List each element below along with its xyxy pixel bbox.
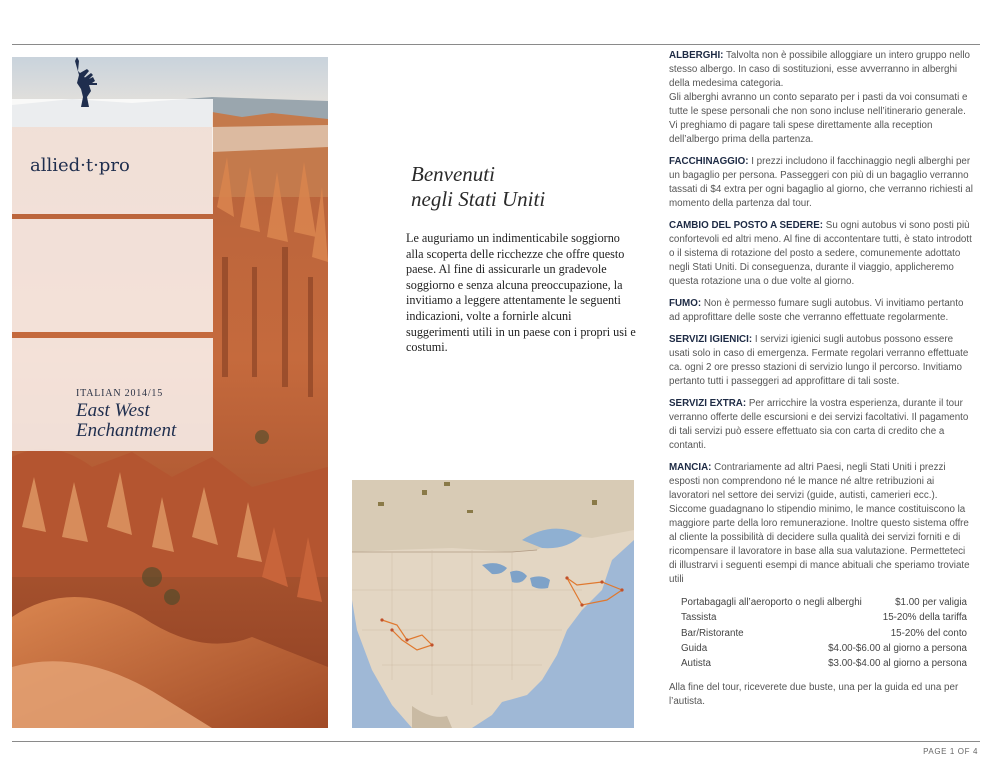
text-servizi-extra: Per arricchire la vostra esperienza, durante il tour verranno offerte delle escursioni e dei servizi facoltativi. Il pagamento di tali servizi può essere effettuato sia con carta di credito che a contanti. [669,398,969,451]
heading-cambio: CAMBIO DEL POSTO A SEDERE: [669,220,824,231]
overlay-box [12,219,213,332]
tip-value: 15-20% del conto [890,627,967,639]
tip-row [681,595,967,610]
bottom-rule [12,741,980,742]
section-servizi-igienici [669,333,973,389]
tip-label: Tassista [681,612,717,624]
route-map [352,480,634,728]
closing-note: Alla fine del tour, riceverete due buste, una per la guida ed una per l’autista. [669,682,959,708]
section-alberghi [669,49,973,147]
tip-row [681,626,967,641]
text-mancia: Contrariamente ad altri Paesi, negli Stati Uniti i prezzi esposti non comprendono né le mance né altre retribuzioni ai lavoratori nel settore dei servizi (guide, autisti, camerieri ecc.). Siccome guadagnano lo stipendio minimo, le mance costituiscono la maggiore parte della loro remunerazione. Inoltre questo sistema offre al cliente la possibilità di decidere sulla qualità dei servizi forniti e di ricompensare il lavoratore in base alla sua valutazione. Permetteteci di illustrarvi i seguenti esempi di mance abituali che speriamo troviate utili [669,462,970,585]
heading-servizi-igienici: SERVIZI IGIENICI: [669,334,753,345]
top-rule [12,44,980,45]
statue-of-liberty-icon [12,57,162,117]
welcome-title-line1: Benvenuti [411,162,495,186]
tip-value: $1.00 per valigia [895,597,967,608]
cover-panel [12,57,328,728]
section-facchinaggio [669,155,973,211]
tip-row [681,656,967,671]
tips-table [681,595,967,671]
tip-label: Portabagagli all’aeroporto o negli alberghi [681,597,862,608]
text-cambio: Su ogni autobus vi sono posti più confortevoli ed altri meno. Al fine di accontentare tutti, è stato introdott o il sistema di rotazione del posto a sedere, comunemente adottato negli Stati Uniti. Di conseguenza, durante il viaggio, applicheremo questa rotazione una o due volte al giorno. [669,220,972,287]
heading-alberghi: ALBERGHI: [669,50,724,61]
text-alberghi-2: Gli alberghi avranno un conto separato per i pasti da voi consumati e tutte le spese personali che non sono incluse nell’itinerario generale. Vi preghiamo di pagare tali spese direttamente alla reception dell’albergo prima della partenza. [669,92,968,145]
welcome-title-line2: negli Stati Uniti [411,187,546,211]
edition-label: ITALIAN 2014/15 [76,388,164,399]
tip-label: Guida [681,642,708,654]
tip-label: Bar/Ristorante [681,627,744,639]
travel-info-column [669,49,973,709]
welcome-title [411,162,641,212]
tip-label: Autista [681,658,711,670]
text-alberghi: Talvolta non è possibile alloggiare un intero gruppo nello stesso albergo. In caso di sostituzioni, esse avverranno in alberghi della medesima categoria. [669,50,970,89]
text-servizi-igienici: I servizi igienici sugli autobus possono essere usati solo in caso di emergenza. Fermate regolari verranno effettuate ca. ogni 2 ore presso stazioni di servizio lungo il percorso. Invitiamo pertanto tutti i passeggeri ad approfittare di tali soste. [669,334,969,387]
text-fumo: Non è permesso fumare sugli autobus. Vi invitiamo pertanto ad approfittare delle soste che verranno effettuate regolarmente. [669,298,964,323]
tip-row [681,610,967,625]
section-cambio [669,219,973,289]
section-mancia [669,461,973,587]
section-servizi-extra [669,397,973,453]
welcome-paragraph: Le auguriamo un indimenticabile soggiorno alla scoperta delle ricchezze che offre questo paese. Al fine di assicurarle un gradevole soggiorno e senza alcuna preoccupazione, la invitiamo a leggere attentamente le seguenti indicazioni, volte a fornirle alcuni suggerimenti utili in un paese con i propri usi e costumi. [406,231,636,355]
page-number: PAGE 1 OF 4 [923,747,978,756]
tour-title: East West Enchantment [76,400,177,441]
north-america-map-icon [352,480,634,728]
tip-value: 15-20% della tariffa [882,612,967,624]
section-fumo [669,297,973,325]
tip-value: $4.00-$6.00 al giorno a persona [828,642,967,654]
heading-facchinaggio: FACCHINAGGIO: [669,156,749,167]
brand-logo-text: allied·t·pro [30,155,130,176]
heading-mancia: MANCIA: [669,462,712,473]
text-facchinaggio: I prezzi includono il facchinaggio negli alberghi per un bagaglio per persona. Passeggeri con più di un bagaglio verranno tassati di $4 extra per ogni bagaglio al giorno, che verranno richiesti al momento della partenza dal tour. [669,156,973,209]
tip-value: $3.00-$4.00 al giorno a persona [828,658,967,670]
heading-fumo: FUMO: [669,298,702,309]
heading-servizi-extra: SERVIZI EXTRA: [669,398,747,409]
tip-row [681,641,967,656]
